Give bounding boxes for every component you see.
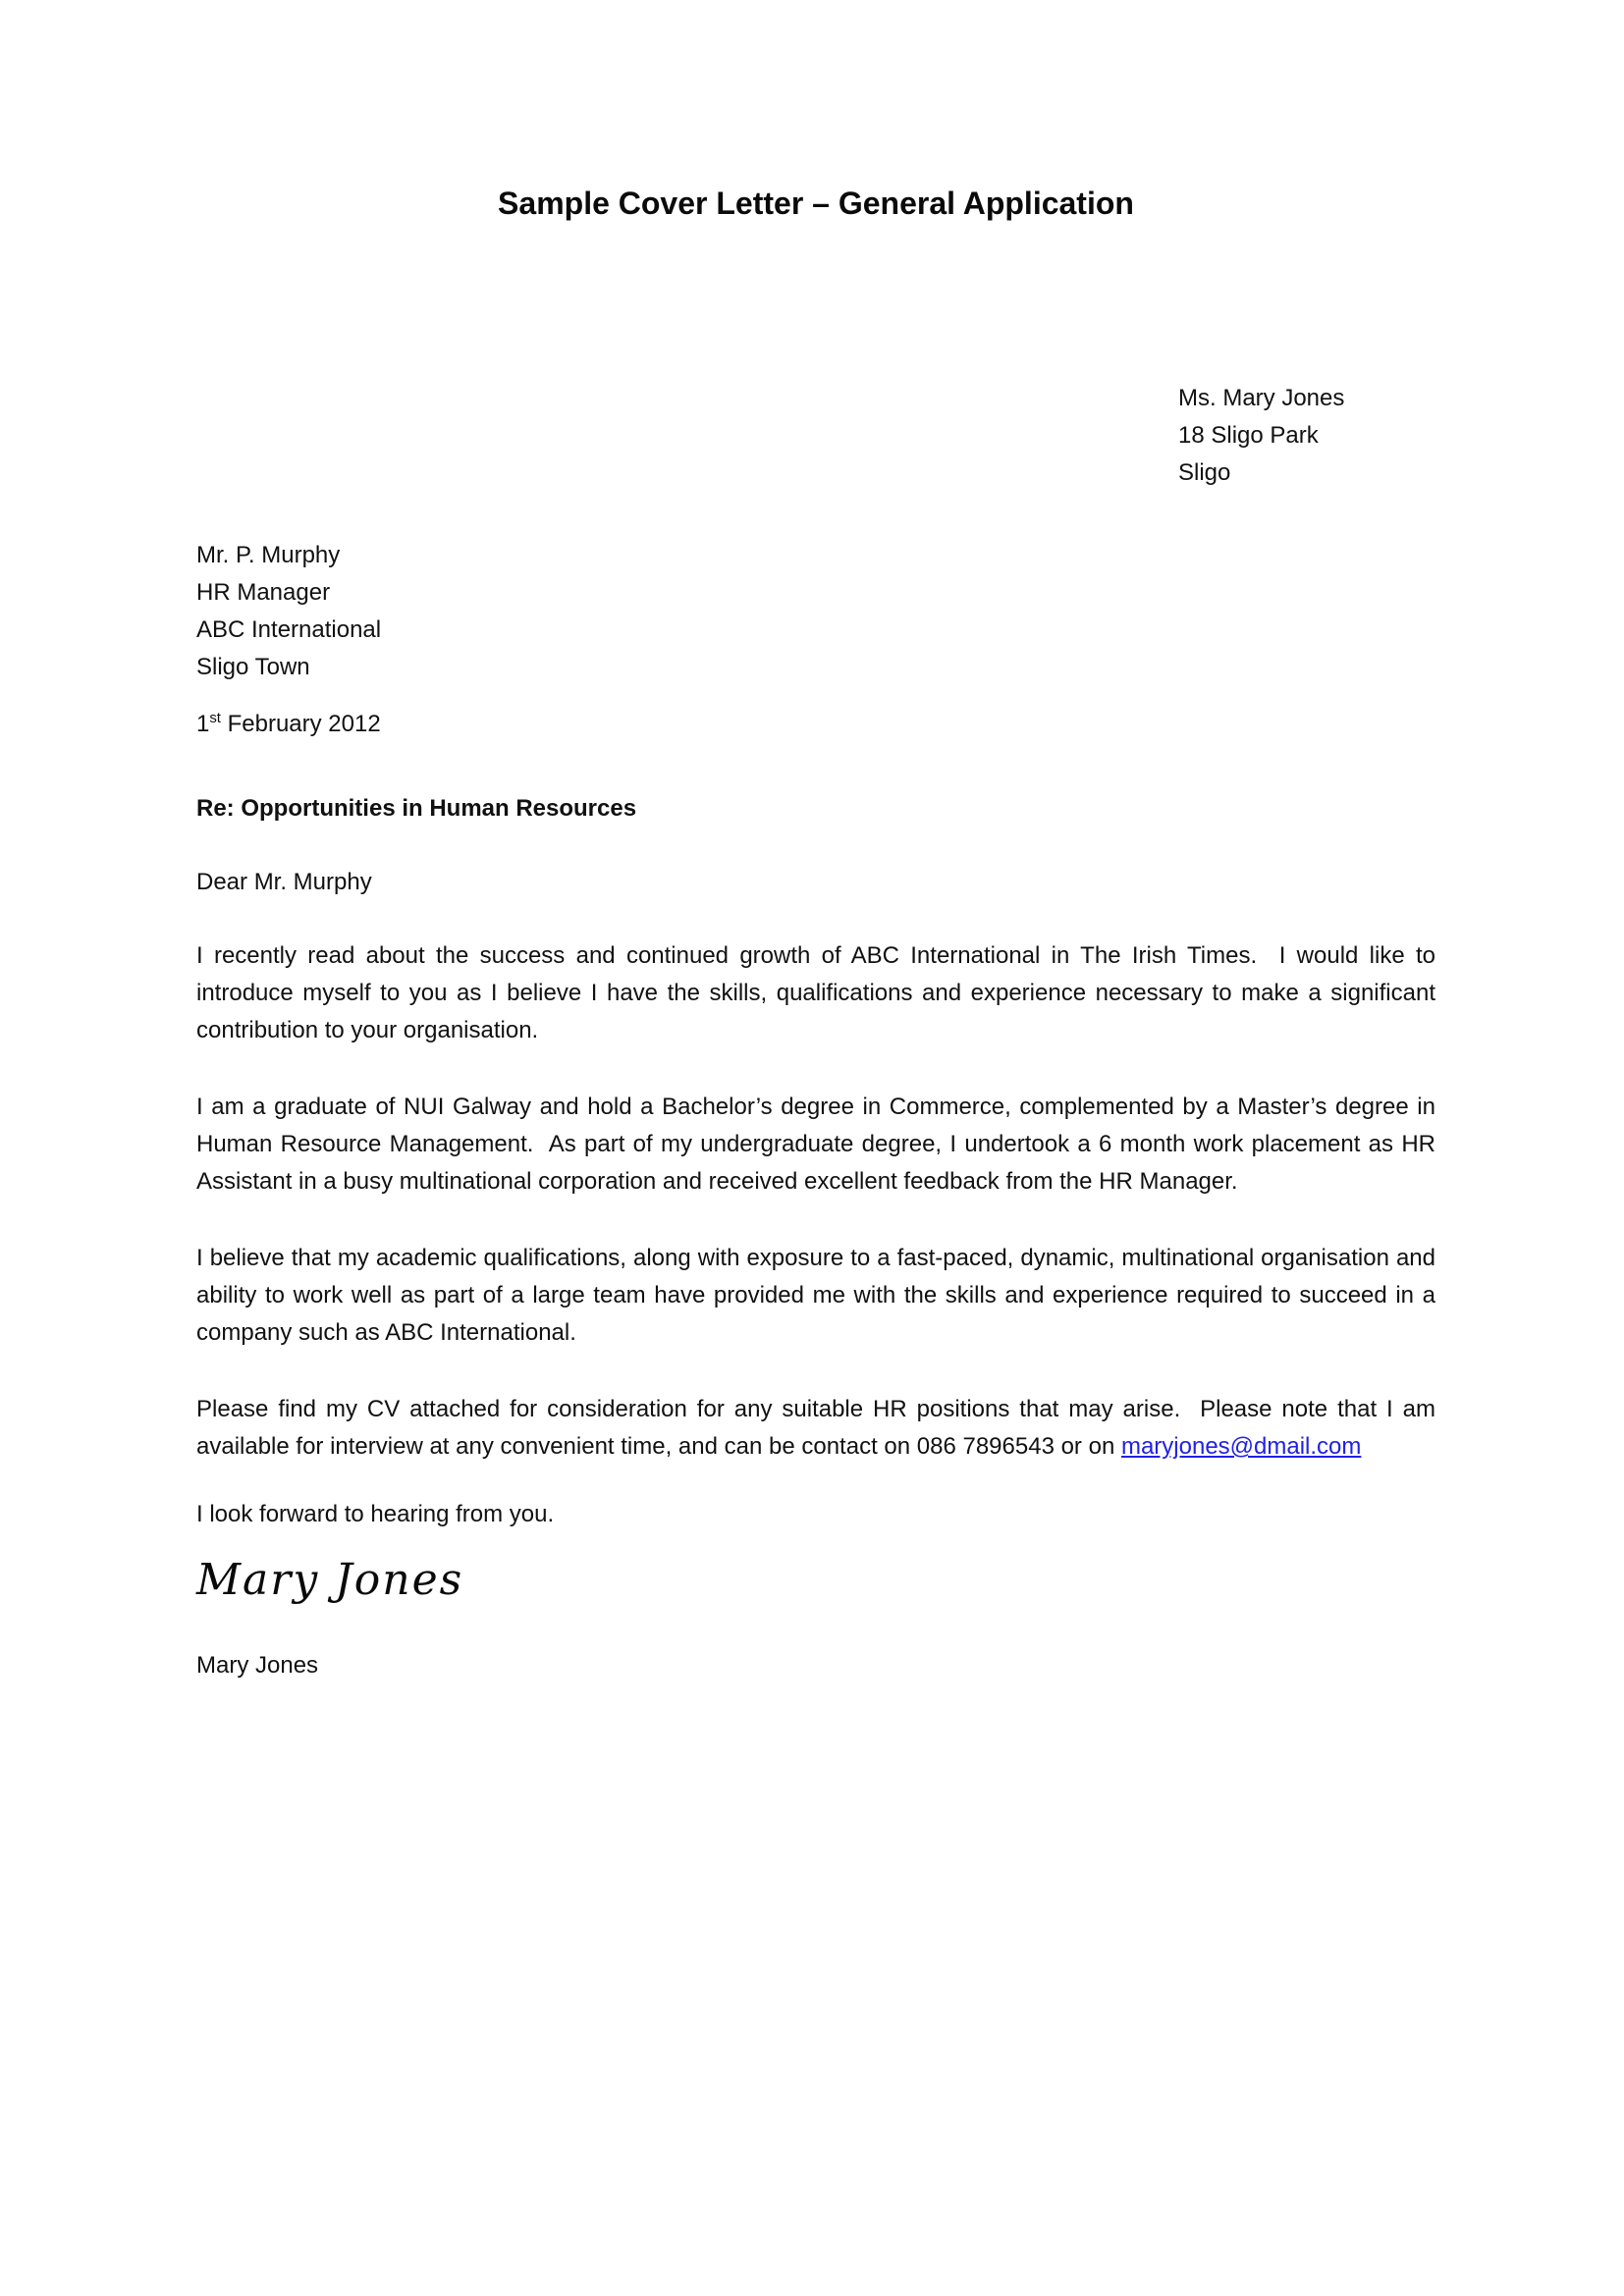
sender-address [1178, 380, 1435, 492]
body-paragraph-4-text: Please find my CV attached for consideration for any suitable HR positions that may arise. Please note that I am available for interview at any convenient time, and can be contact on 086 7896543 or on [196, 1396, 1435, 1460]
date-line [196, 706, 1435, 743]
body-paragraph-1: I recently read about the success and continued growth of ABC International in The Irish Times. I would like to introduce myself to you as I believe I have the skills, qualifications and experience necessary to make a significant contribution to your organisation. [196, 942, 1435, 1043]
date-day: 1 [196, 711, 210, 737]
closing-line: I look forward to hearing from you. [196, 1501, 555, 1527]
recipient-address [196, 537, 1435, 686]
letter-content [0, 182, 1624, 1684]
body-paragraph-2: I am a graduate of NUI Galway and hold a Bachelor’s degree in Commerce, complemented by a Master’s degree in Human Resource Management. As part of my undergraduate degree, I undertook a 6 month work placement as HR Assistant in a busy multinational corporation and received excellent feedback from the HR Manager. [196, 1094, 1435, 1195]
recipient-city: Sligo Town [196, 654, 310, 680]
date-ordinal-suffix: st [209, 711, 221, 726]
sender-street: 18 Sligo Park [1178, 422, 1319, 449]
recipient-title: HR Manager [196, 579, 331, 606]
date-rest: February 2012 [220, 711, 381, 737]
signature-typed: Mary Jones [196, 1652, 319, 1679]
email-link[interactable]: maryjones@dmail.com [1120, 1433, 1362, 1460]
body-paragraph-3: I believe that my academic qualifications, along with exposure to a fast-paced, dynamic, multinational organisation and ability to work well as part of a large team have provided me with the skills and experience required to succeed in a company such as ABC International. [196, 1245, 1435, 1346]
body-paragraph-4 [196, 1391, 1435, 1466]
sender-name: Ms. Mary Jones [1178, 385, 1345, 411]
recipient-name: Mr. P. Murphy [196, 542, 341, 568]
recipient-company: ABC International [196, 616, 382, 643]
salutation: Dear Mr. Murphy [196, 869, 372, 895]
signature-script: Mary Jones [196, 1555, 464, 1605]
subject-line: Re: Opportunities in Human Resources [196, 795, 637, 822]
page-title: Sample Cover Letter – General Application [498, 186, 1134, 221]
sender-city: Sligo [1178, 459, 1231, 486]
